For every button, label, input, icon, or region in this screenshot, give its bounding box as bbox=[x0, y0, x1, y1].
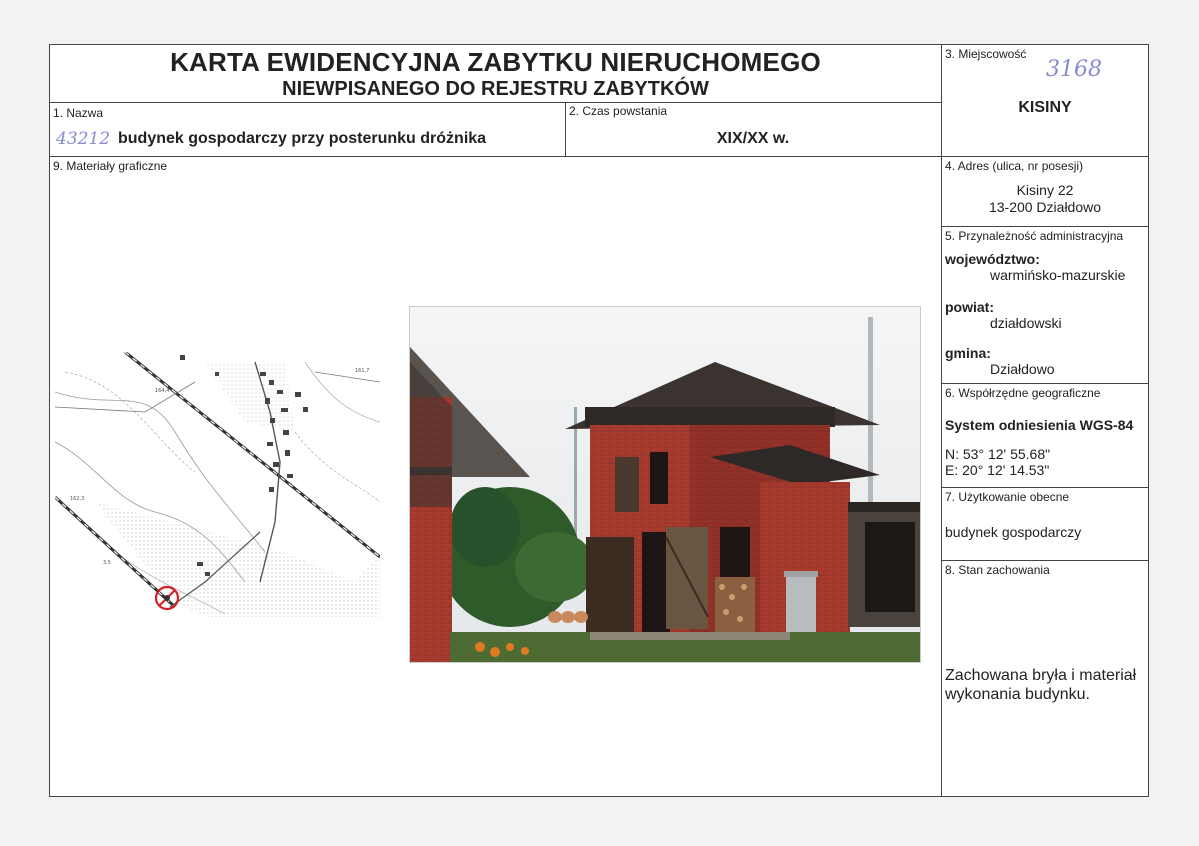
record-card bbox=[49, 44, 1149, 797]
powiat-label: powiat: bbox=[945, 299, 994, 315]
card-subtitle: NIEWPISANEGO DO REJESTRU ZABYTKÓW bbox=[282, 78, 709, 100]
miejscowosc-label: 3. Miejscowość bbox=[945, 47, 1027, 61]
miejscowosc-handwritten-number: 3168 bbox=[1046, 57, 1102, 82]
coords-divider bbox=[941, 487, 1149, 488]
gmina-label: gmina: bbox=[945, 345, 991, 361]
svg-text:162,3: 162,3 bbox=[70, 496, 85, 502]
wspolrzedne-label: 6. Współrzędne geograficzne bbox=[945, 386, 1101, 400]
building-photo bbox=[409, 306, 921, 663]
coord-e: E: 20° 12' 14.53" bbox=[945, 462, 1050, 478]
wojewodztwo-value: warmińsko-mazurskie bbox=[990, 267, 1126, 283]
right-column-divider bbox=[941, 45, 942, 797]
nazwa-handwritten-number: 43212 bbox=[56, 129, 111, 149]
adres-line2: 13-200 Działdowo bbox=[988, 199, 1102, 215]
svg-text:161,7: 161,7 bbox=[355, 368, 370, 374]
miejscowosc-value: KISINY bbox=[1018, 99, 1072, 116]
stan-value-line2: wykonania budynku. bbox=[945, 686, 1090, 703]
powiat-value: działdowski bbox=[990, 315, 1062, 331]
czas-value: XIX/XX w. bbox=[716, 130, 790, 147]
adres-label: 4. Adres (ulica, nr posesji) bbox=[945, 159, 1084, 173]
gmina-value: Działdowo bbox=[990, 361, 1055, 377]
wojewodztwo-label: województwo: bbox=[945, 251, 1040, 267]
name-row-divider bbox=[50, 156, 1149, 157]
nazwa-value: budynek gospodarczy przy posterunku dróżnika bbox=[118, 130, 487, 147]
stan-label: 8. Stan zachowania bbox=[945, 563, 1050, 577]
svg-text:3,5: 3,5 bbox=[103, 560, 111, 566]
usage-divider bbox=[941, 560, 1149, 561]
admin-divider bbox=[941, 383, 1149, 384]
system-label: System odniesienia WGS-84 bbox=[945, 417, 1134, 433]
location-map bbox=[55, 352, 380, 617]
address-divider bbox=[941, 226, 1149, 227]
svg-text:164,4: 164,4 bbox=[155, 388, 170, 394]
building-photo-drawing bbox=[410, 307, 920, 662]
stan-value-line1: Zachowana bryła i materiał bbox=[945, 667, 1137, 684]
title-divider bbox=[50, 102, 941, 103]
card-title: KARTA EWIDENCYJNA ZABYTKU NIERUCHOMEGO bbox=[170, 47, 821, 77]
przynaleznosc-label: 5. Przynależność administracyjna bbox=[945, 229, 1124, 243]
materialy-label: 9. Materiały graficzne bbox=[53, 159, 168, 173]
czas-label: 2. Czas powstania bbox=[569, 104, 668, 118]
uzytkowanie-value: budynek gospodarczy bbox=[945, 524, 1082, 540]
nazwa-label: 1. Nazwa bbox=[53, 106, 104, 120]
location-map-drawing bbox=[55, 352, 380, 617]
adres-line1: Kisiny 22 bbox=[1016, 182, 1074, 198]
uzytkowanie-label: 7. Użytkowanie obecne bbox=[945, 490, 1070, 504]
coord-n: N: 53° 12' 55.68" bbox=[945, 446, 1051, 462]
